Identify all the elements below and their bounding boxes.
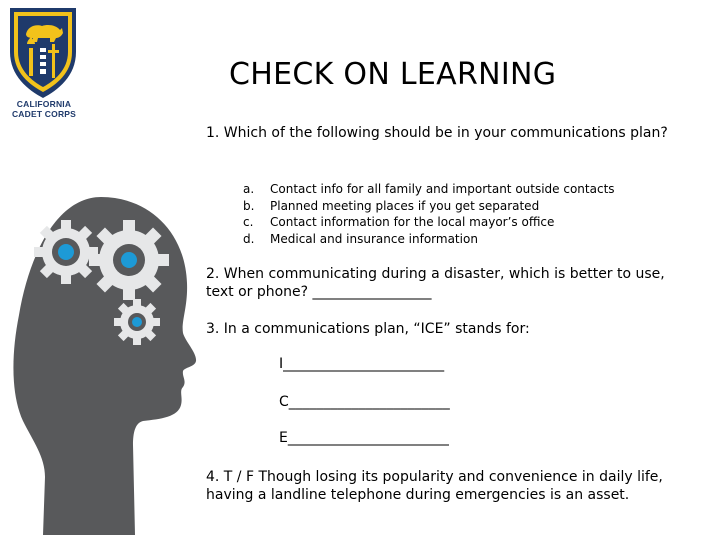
question-1: 1. Which of the following should be in your communications plan? [206,125,668,141]
option-letter: d. [243,231,255,246]
head-with-gears-icon [13,195,198,535]
option-text: Contact information for the local mayor’s office [270,215,555,229]
ice-blank-e: E_______________________ [279,430,449,446]
ice-blank-c: C_______________________ [279,394,450,410]
option-letter: c. [243,215,254,229]
logo-line-2: CADET CORPS [11,109,77,119]
california-cadet-corps-shield-icon [6,4,80,100]
question-3: 3. In a communications plan, “ICE” stands for: [206,321,530,337]
option-b [243,198,615,215]
question-2: 2. When communicating during a disaster, which is better to use, text or phone? _________________ [206,266,665,300]
option-text: Contact info for all family and important outside contacts [270,182,615,196]
ice-blank-i: I_______________________ [279,356,445,372]
option-text: Planned meeting places if you get separated [270,198,540,213]
option-d [243,231,615,248]
option-a [243,181,615,198]
option-c [243,214,615,231]
logo-text [4,99,84,119]
page-title: CHECK ON LEARNING [229,57,557,92]
logo-line-1: CALIFORNIA [16,99,72,109]
option-text: Medical and insurance information [270,231,478,246]
question-4: 4. T / F Though losing its popularity and convenience in daily life, having a landline telephone during emergencies is an asset. [206,469,663,503]
question-1-options [243,181,615,247]
option-letter: a. [243,182,255,196]
option-letter: b. [243,198,255,213]
